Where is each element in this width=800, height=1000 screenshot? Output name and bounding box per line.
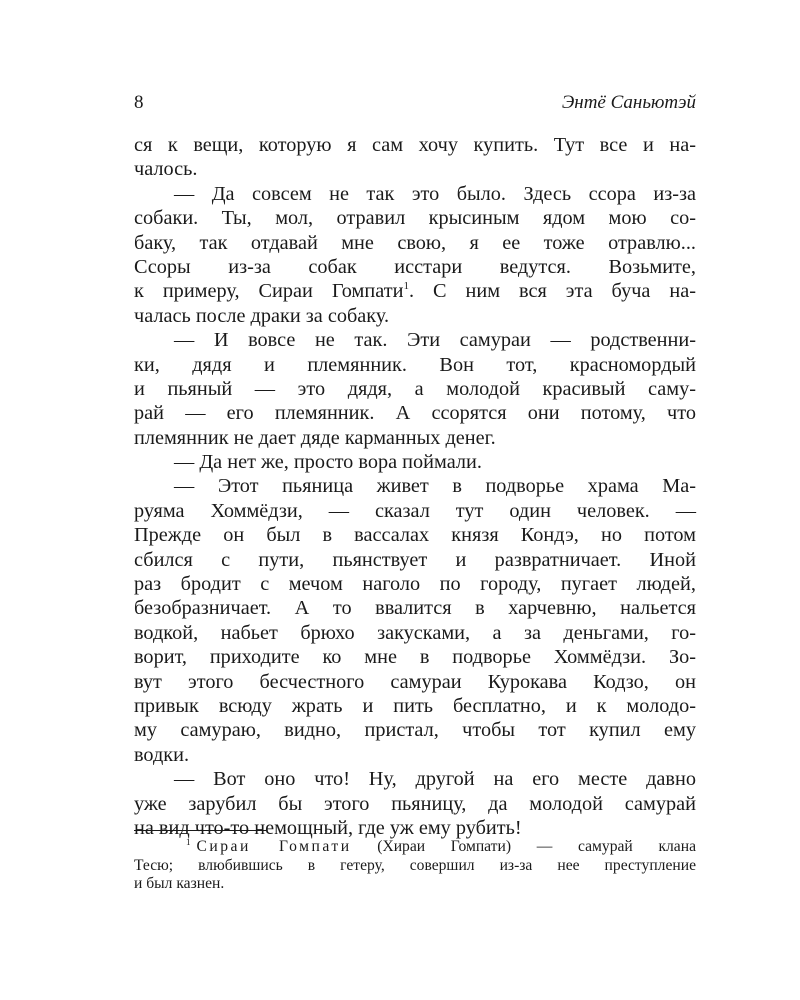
- text-line: ворит, приходите ко мне в подворье Хоммёдзи. Зо-: [134, 646, 696, 669]
- text-line: — Да совсем не так это было. Здесь ссора из-за: [174, 182, 696, 205]
- text-line: — Да нет же, просто вора поймали.: [174, 451, 482, 474]
- text-line: племянник не дает дяде карманных денег.: [134, 426, 496, 449]
- footnote: [134, 838, 696, 894]
- text-fragment: С ним вся эта буча на-: [433, 280, 697, 303]
- text-line: привык всюду жрать и пить бесплатно, и к молодо-: [134, 694, 696, 717]
- text-line: и пьяный — это дядя, а молодой красивый саму-: [134, 377, 696, 400]
- footnote-line: Тесю; влюбившись в гетеру, совершил из-за нее преступление: [134, 856, 696, 874]
- page-number: 8: [134, 92, 144, 113]
- text-line: баку, так отдавай мне свою, я ее тоже отравлю...: [134, 231, 696, 254]
- text-line: на вид что-то немощный, где уж ему рубить!: [134, 816, 522, 839]
- text-line: ся к вещи, которую я сам хочу купить. Тут все и на-: [134, 134, 696, 156]
- text-line: сбился с пути, пьянствует и развратничает. Иной: [134, 548, 696, 571]
- text-line-with-footnote: к примеру, Сираи Гомпати$^1$. С ним вся эта буча на-: [134, 280, 697, 303]
- text-line: раз бродит с мечом наголо по городу, пугает людей,: [134, 573, 696, 596]
- text-line: — Этот пьяница живет в подворье храма Ма-: [174, 475, 696, 498]
- footnote-line: [134, 838, 696, 857]
- text-line: Прежде он был в вассалах князя Кондэ, но потом: [134, 524, 696, 547]
- text-line: вут этого бесчестного самураи Курокава Кодзо, он: [134, 670, 696, 693]
- footnote-text: (Хираи Гомпати) — самурай клана: [377, 838, 696, 855]
- text-line: — Вот оно что! Ну, другой на его месте давно: [174, 768, 696, 791]
- text-line: чалось.: [134, 158, 198, 181]
- text-line: безобразничает. А то ввалится в харчевню, нальется: [134, 597, 696, 620]
- text-line: руяма Хоммёдзи, — сказал тут один человек. —: [134, 499, 696, 522]
- text-line: ки, дядя и племянник. Вон тот, красномордый: [134, 353, 696, 376]
- page-header: [134, 92, 696, 114]
- text-line: собаки. Ты, мол, отравил крысиным ядом мою со-: [134, 207, 696, 230]
- text-line: — И вовсе не так. Эти самураи — родственни-: [174, 329, 696, 352]
- text-fragment: к примеру, Сираи Гомпати: [134, 280, 404, 303]
- footnote-reference[interactable]: 1: [403, 280, 409, 293]
- text-line: водки.: [134, 743, 190, 766]
- footnote-line: и был казнен.: [134, 875, 225, 893]
- running-title: Энтё Саньютэй: [561, 92, 696, 113]
- footnote-marker: 1: [186, 837, 191, 847]
- text-line: Ссоры из-за собак исстари ведутся. Возьмите,: [134, 255, 696, 278]
- text-line: водкой, набьет брюхо закусками, а за деньгами, го-: [134, 621, 696, 644]
- footnote-divider: [134, 830, 266, 831]
- footnote-term: Сираи Гомпати: [196, 838, 352, 855]
- text-line: му самураю, видно, пристал, чтобы тот купил ему: [134, 719, 696, 742]
- main-text: [134, 133, 696, 840]
- text-line: рай — его племянник. А ссорятся они потому, что: [134, 402, 696, 425]
- text-line: чалась после драки за собаку.: [134, 304, 390, 327]
- text-line: уже зарубил бы этого пьяницу, да молодой самурай: [134, 792, 696, 815]
